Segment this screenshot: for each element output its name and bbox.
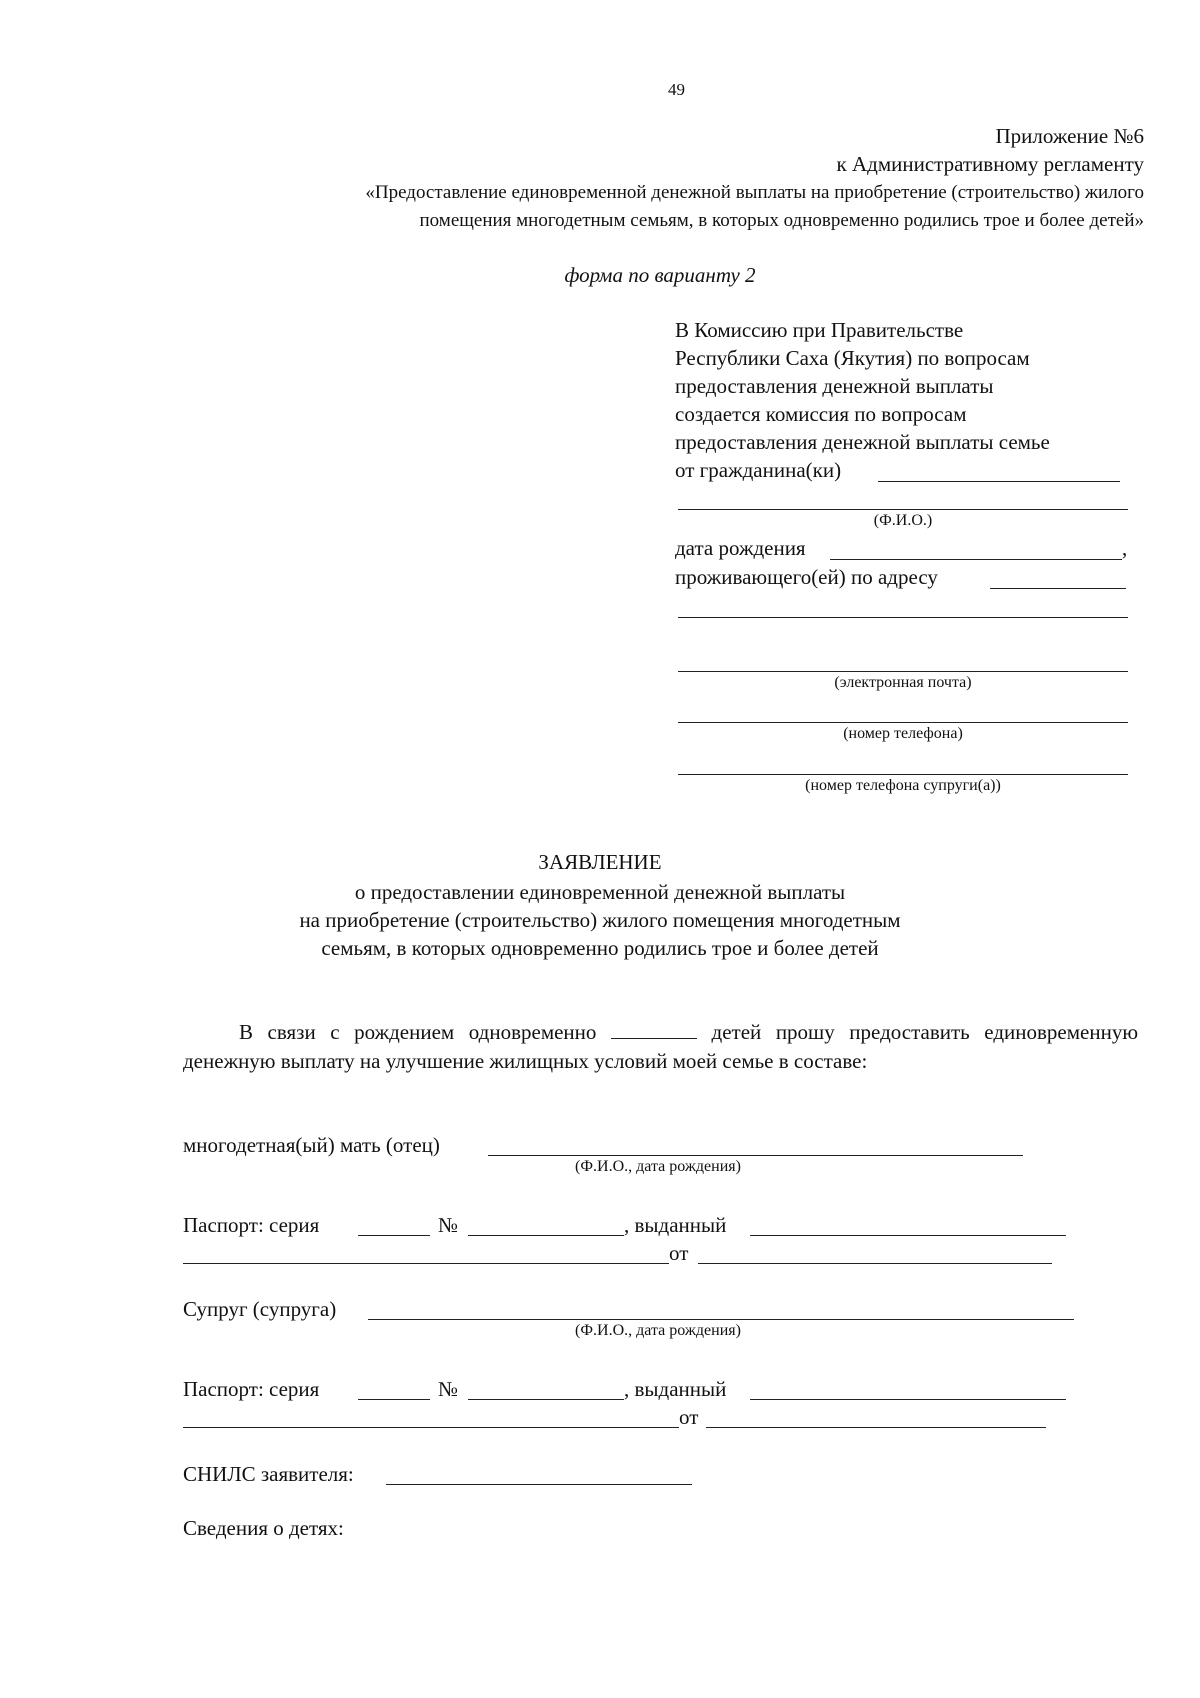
statement-subtitle3: семьям, в которых одновременно родились трое и более детей — [321, 936, 879, 960]
passport2-issued-label: , выданный — [624, 1377, 727, 1401]
email-caption: (электронная почта) — [834, 674, 972, 691]
addressee-line5: предоставления денежной выплаты семье — [675, 430, 1050, 454]
spouse-label: Супруг (супруга) — [183, 1297, 337, 1321]
fio-blank[interactable] — [678, 509, 1128, 510]
intro-paragraph — [183, 1018, 1138, 1076]
statement-subtitle2: на приобретение (строительство) жилого помещения многодетным — [299, 908, 901, 932]
passport2-series-blank[interactable] — [358, 1399, 430, 1400]
form-variant: форма по варианту 2 — [564, 263, 756, 287]
passport-number-sign: № — [438, 1213, 459, 1237]
passport2-issued-blank[interactable] — [750, 1399, 1066, 1400]
phone-caption: (номер телефона) — [843, 725, 963, 742]
service-name-line2: помещения многодетным семьям, в которых одновременно родились трое и более детей» — [419, 210, 1144, 231]
passport-number-blank[interactable] — [468, 1235, 624, 1236]
email-blank[interactable] — [678, 671, 1128, 672]
statement-title: ЗАЯВЛЕНИЕ — [538, 850, 662, 874]
passport2-issuer-blank[interactable] — [183, 1427, 679, 1428]
spouse-caption: (Ф.И.О., дата рождения) — [575, 1322, 741, 1339]
passport2-date-blank[interactable] — [706, 1427, 1046, 1428]
address-label: проживающего(ей) по адресу — [675, 565, 938, 589]
children-count-blank[interactable] — [611, 1020, 697, 1039]
snils-blank[interactable] — [386, 1484, 692, 1485]
passport-issuer-blank[interactable] — [183, 1263, 669, 1264]
from-citizen-blank[interactable] — [878, 481, 1120, 482]
page-number: 49 — [668, 80, 685, 99]
service-name-line1: «Предоставление единовременной денежной выплаты на приобретение (строительство) жилого — [365, 182, 1144, 203]
spouse-blank[interactable] — [368, 1319, 1074, 1320]
children-info-label: Сведения о детях: — [183, 1516, 344, 1540]
intro-part2: детей прошу предоставить единовременную денежную выплату на улучшение жилищных условий моей семье в составе: — [183, 1020, 1139, 1073]
passport-issued-label: , выданный — [624, 1213, 727, 1237]
from-citizen-label: от гражданина(ки) — [675, 458, 842, 482]
addressee-line3: предоставления денежной выплаты — [675, 374, 994, 398]
birth-date-comma: , — [1122, 536, 1128, 560]
passport2-number-blank[interactable] — [468, 1399, 624, 1400]
regulation-label: к Административному регламенту — [836, 152, 1144, 176]
address-blank-1[interactable] — [990, 588, 1126, 589]
birth-date-blank[interactable] — [830, 559, 1122, 560]
mother-caption: (Ф.И.О., дата рождения) — [575, 1158, 741, 1175]
address-blank-2[interactable] — [678, 617, 1128, 618]
birth-date-label: дата рождения — [675, 536, 806, 560]
annex-label: Приложение №6 — [995, 124, 1144, 148]
snils-label: СНИЛС заявителя: — [183, 1462, 354, 1486]
passport-from-word: от — [669, 1241, 689, 1265]
addressee-line2: Республики Саха (Якутия) по вопросам — [675, 346, 1030, 370]
spouse-phone-caption: (номер телефона супруги(а)) — [805, 777, 1001, 794]
addressee-line1: В Комиссию при Правительстве — [675, 318, 964, 342]
spouse-phone-blank[interactable] — [678, 774, 1128, 775]
passport-series-label: Паспорт: серия — [183, 1213, 320, 1237]
passport2-series-label: Паспорт: серия — [183, 1377, 320, 1401]
mother-label: многодетная(ый) мать (отец) — [183, 1133, 440, 1157]
mother-blank[interactable] — [488, 1155, 1023, 1156]
passport-date-blank[interactable] — [698, 1263, 1052, 1264]
passport2-from-word: от — [679, 1405, 699, 1429]
statement-subtitle1: о предоставлении единовременной денежной выплаты — [354, 880, 846, 904]
passport-series-blank[interactable] — [358, 1235, 430, 1236]
addressee-line4: создается комиссия по вопросам — [675, 402, 967, 426]
passport2-number-sign: № — [438, 1377, 459, 1401]
phone-blank[interactable] — [678, 722, 1128, 723]
intro-part1: В связи с рождением одновременно — [239, 1020, 597, 1044]
fio-caption: (Ф.И.О.) — [873, 512, 933, 529]
passport-issued-blank[interactable] — [750, 1235, 1066, 1236]
